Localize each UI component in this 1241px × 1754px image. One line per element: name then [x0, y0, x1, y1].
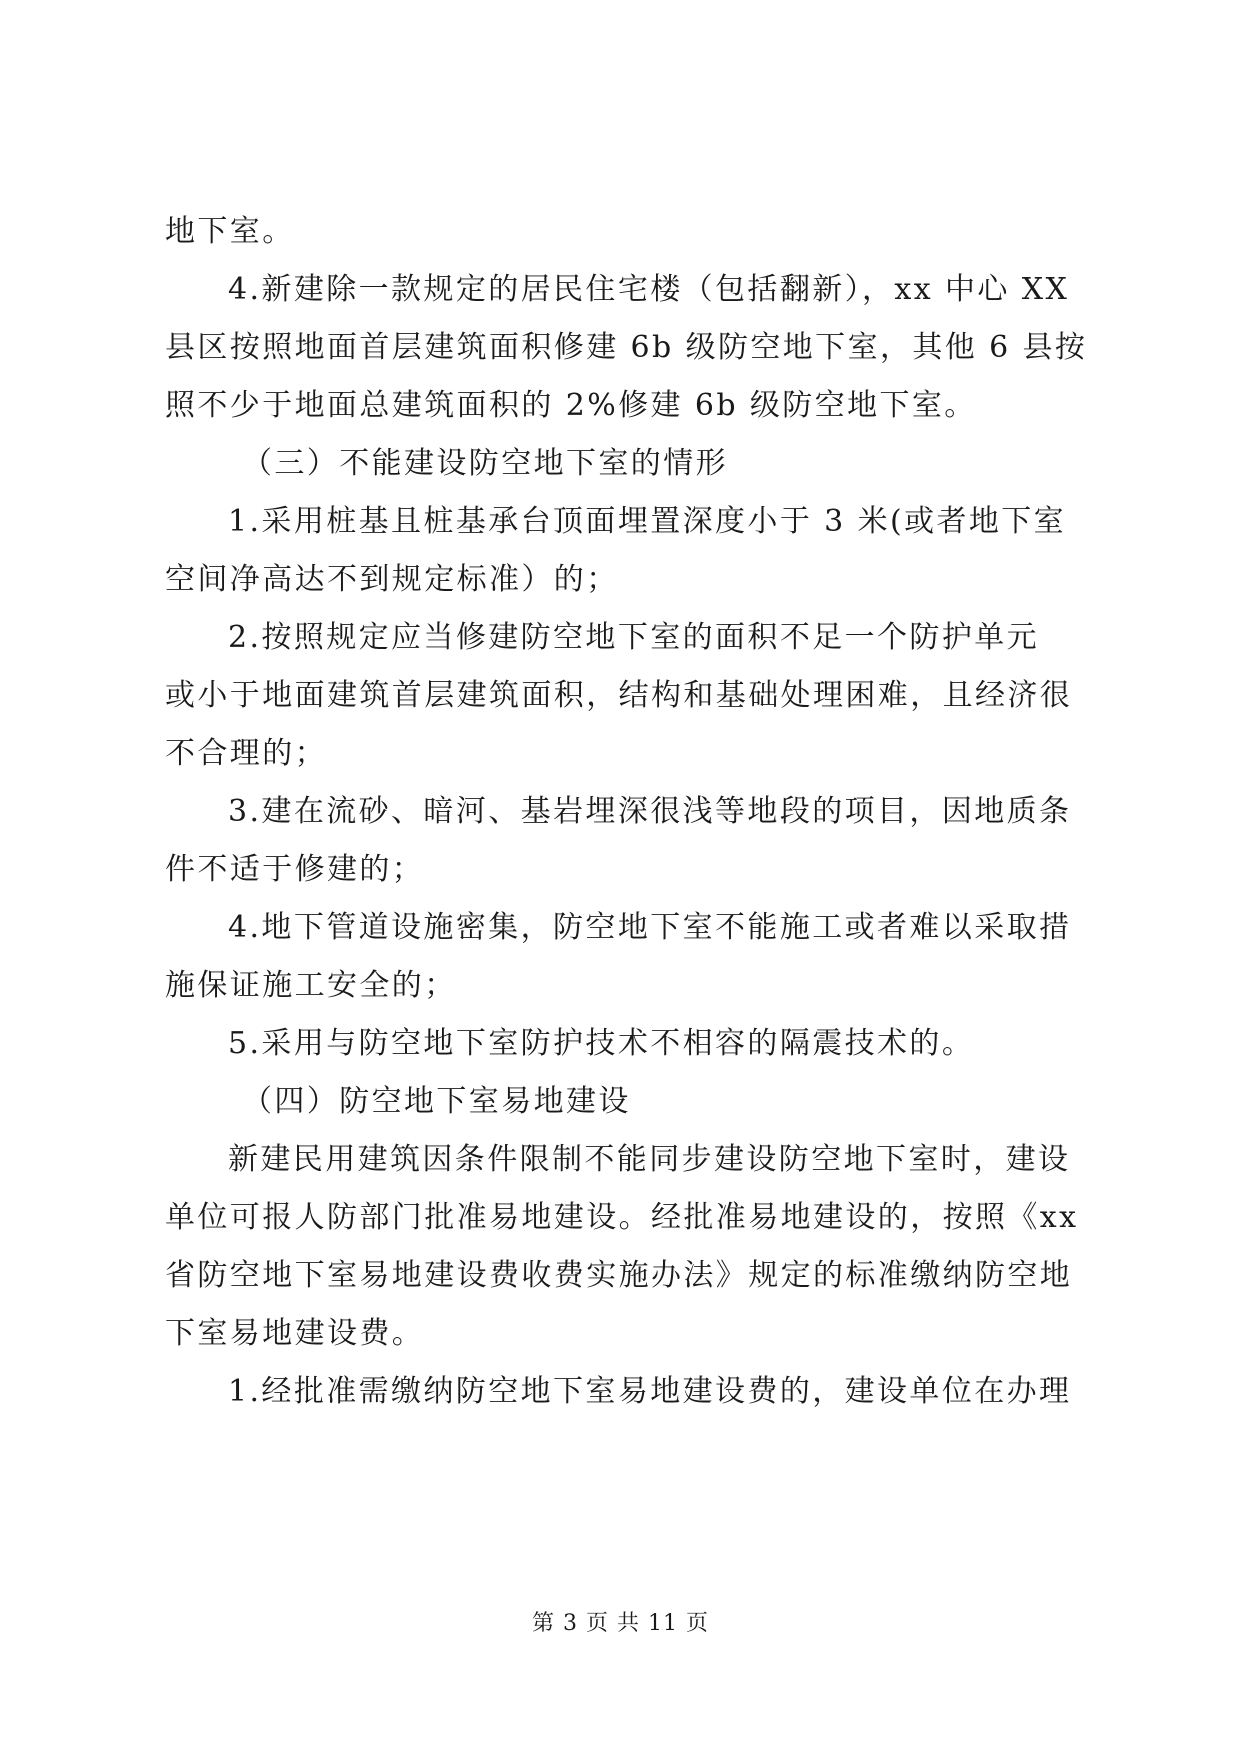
text-line: 2.按照规定应当修建防空地下室的面积不足一个防护单元	[228, 620, 1040, 655]
text-line: 件不适于修建的；	[165, 852, 425, 887]
text-line: 单位可报人防部门批准易地建设。经批准易地建设的，按照《xx	[165, 1200, 1079, 1235]
section-heading: （四）防空地下室易地建设	[242, 1084, 631, 1119]
text-line: 1.经批准需缴纳防空地下室易地建设费的，建设单位在办理	[228, 1374, 1072, 1409]
text-line: 施保证施工安全的；	[165, 968, 457, 1003]
text-line: 4.地下管道设施密集，防空地下室不能施工或者难以采取措	[228, 910, 1072, 945]
text-line: 5.采用与防空地下室防护技术不相容的隔震技术的。	[228, 1026, 975, 1061]
text-line: 空间净高达不到规定标准）的；	[165, 562, 619, 597]
text-line: 照不少于地面总建筑面积的 2%修建 6b 级防空地下室。	[165, 388, 977, 423]
text-line: 不合理的；	[165, 736, 327, 771]
text-line: 省防空地下室易地建设费收费实施办法》规定的标准缴纳防空地	[165, 1258, 1073, 1293]
text-line: 新建民用建筑因条件限制不能同步建设防空地下室时，建设	[228, 1142, 1071, 1177]
text-line: 4.新建除一款规定的居民住宅楼（包括翻新），xx 中心 XX	[228, 272, 1070, 307]
text-line: 3.建在流砂、暗河、基岩埋深很浅等地段的项目，因地质条	[228, 794, 1072, 829]
page-footer: 第 3 页 共 11 页	[532, 1611, 709, 1636]
text-line: 或小于地面建筑首层建筑面积，结构和基础处理困难，且经济很	[165, 678, 1073, 713]
text-line: 1.采用桩基且桩基承台顶面埋置深度小于 3 米(或者地下室	[228, 504, 1067, 539]
section-heading: （三）不能建设防空地下室的情形	[242, 446, 728, 481]
text-line: 地下室。	[165, 214, 295, 249]
text-line: 县区按照地面首层建筑面积修建 6b 级防空地下室，其他 6 县按	[165, 330, 1088, 365]
text-line: 下室易地建设费。	[165, 1316, 425, 1351]
